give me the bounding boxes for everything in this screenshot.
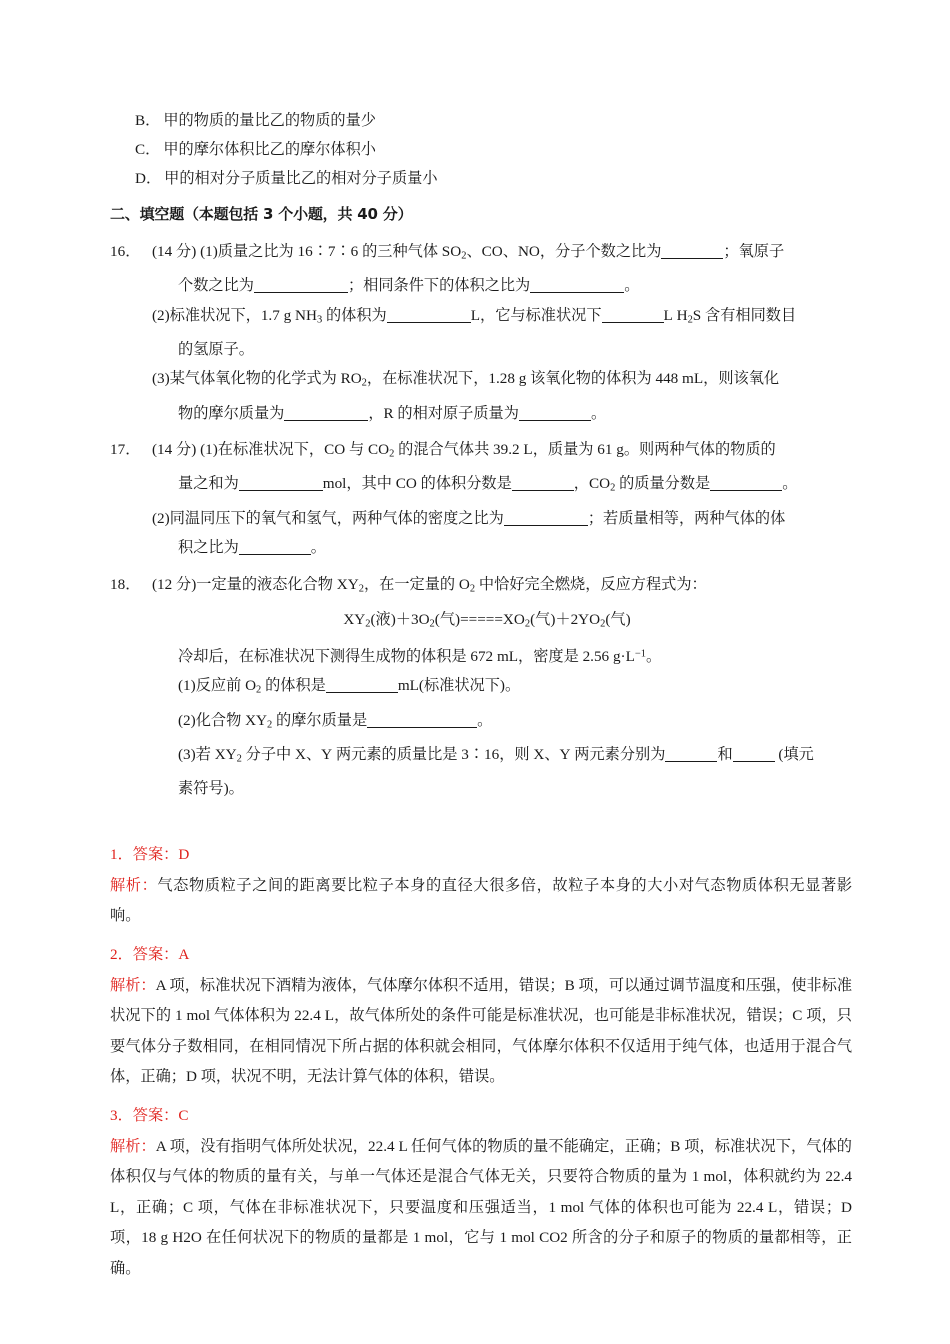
question-18-line-5: (3)若 $XY_2$ 分子中 X、Y 两元素的质量比是 3∶16，则 X、Y 两元素分别为 和 (填元	[178, 745, 814, 765]
blank-17-1c[interactable]	[710, 477, 782, 491]
blank-16-2a[interactable]	[387, 309, 471, 323]
question-16-line-2: 个数之比为 ；相同条件下的体积之比为 。	[178, 277, 640, 295]
question-16	[110, 237, 852, 428]
question-17	[110, 435, 852, 562]
blank-16-3b[interactable]	[519, 407, 591, 421]
answer-1-value: D	[178, 845, 190, 863]
choice-text-c: 甲的摩尔体积比乙的摩尔体积小	[163, 141, 376, 158]
blank-16-1b[interactable]	[254, 279, 348, 293]
blank-18-2[interactable]	[367, 714, 477, 728]
answer-1-heading	[110, 840, 852, 870]
answer-2-explanation-label: 解析：	[110, 976, 156, 994]
answers-section	[110, 840, 852, 1285]
question-18-equation: $XY_2$(液)$+3O_2$(气)$=====XO_2$(气)$+2YO_2$(气)	[343, 610, 631, 630]
blank-17-2b[interactable]	[239, 541, 311, 555]
question-17-line-4: 积之比为 。	[178, 539, 326, 557]
choice-letter-c: C．	[135, 141, 161, 158]
question-18	[110, 570, 852, 804]
answer-3-label: 答案：	[132, 1106, 179, 1124]
question-16-number: 16．	[110, 243, 141, 260]
choice-option-b	[110, 106, 852, 135]
choice-letter-b: B．	[135, 112, 161, 129]
blank-16-1a[interactable]	[661, 245, 723, 259]
blank-17-1b[interactable]	[512, 477, 574, 491]
blank-18-3a[interactable]	[665, 748, 717, 762]
answer-3-number: 3．	[110, 1106, 133, 1124]
question-18-line-3: (1)反应前 $O_2$ 的体积是 mL(标准状况下)。	[178, 677, 521, 697]
answer-1-explanation-label: 解析：	[110, 876, 158, 894]
question-17-line-3: (2)同温同压下的氧气和氢气，两种气体的密度之比为 ；若质量相等，两种气体的体	[152, 509, 786, 527]
answer-3-explanation-text: A 项，没有指明气体所处状况，22.4 L 任何气体的物质的量不能确定，正确；B 项，标准状况下，气体的体积仅与气体的物质的量有关，与单一气体还是混合气体无关，只要符合物质的量为 1 mol，体积就约为 22.4 L，正确；C 项，气体在非标准状况下，只要温度和压强适当，1 mol 气体的体积也可能为 22.4 L，错误；D 项，18 g H2O 在任何状况下的物质的量都是 1 mol，它与 1 mol CO2 所含的分子和原子的物质的量都相等，正确。	[110, 1137, 852, 1277]
answer-1-number: 1．	[110, 845, 133, 863]
choice-option-d	[110, 164, 852, 193]
blank-16-1c[interactable]	[530, 279, 624, 293]
answer-3-value: C	[178, 1106, 189, 1124]
question-17-line-2: 量之和为 mol，其中 CO 的体积分数是 ，$CO_2$ 的质量分数是 。	[178, 475, 798, 495]
question-16-line-5: (3)某气体氧化物的化学式为 $RO_2$，在标准状况下，1.28 g 该氧化物的体积为 448 mL，则该氧化	[152, 370, 780, 390]
answer-2-heading	[110, 940, 852, 970]
question-17-number: 17．	[110, 441, 141, 459]
question-16-line-1: (14 分) (1)质量之比为 16∶7∶6 的三种气体 $SO_2$、CO、NO，分子个数之比为 ；氧原子	[152, 243, 785, 262]
answer-2-explanation	[110, 971, 852, 1093]
choice-letter-d: D．	[135, 170, 162, 187]
answer-2-number: 2．	[110, 945, 133, 963]
question-16-line-6: 物的摩尔质量为 ，R 的相对原子质量为 。	[178, 404, 607, 422]
answer-1-label: 答案：	[132, 845, 179, 863]
blank-16-2b[interactable]	[602, 309, 664, 323]
blank-16-3a[interactable]	[284, 407, 368, 421]
choice-option-c	[110, 135, 852, 164]
choice-text-d: 甲的相对分子质量比乙的相对分子质量小	[164, 170, 438, 187]
blank-18-3b[interactable]	[733, 748, 775, 762]
answer-2-label: 答案：	[132, 945, 179, 963]
blank-17-2a[interactable]	[504, 512, 588, 526]
blank-18-1[interactable]	[326, 679, 398, 693]
page-content	[110, 106, 852, 1284]
question-16-line-4: 的氢原子。	[178, 340, 254, 358]
blank-17-1a[interactable]	[239, 477, 323, 491]
choice-text-b: 甲的物质的量比乙的物质的量少	[163, 112, 376, 129]
answer-3-explanation	[110, 1132, 852, 1285]
answer-2-value: A	[178, 945, 190, 963]
question-18-line-4: (2)化合物 $XY_2$ 的摩尔质量是 。	[178, 711, 493, 731]
answer-1-explanation	[110, 871, 852, 932]
question-18-line-6: 素符号)。	[178, 780, 244, 798]
question-18-line-2: 冷却后，在标准状况下测得生成物的体积是 672 mL，密度是 2.56 $g\cdot L^{-1}$。	[178, 647, 662, 665]
answer-2-explanation-text: A 项，标准状况下酒精为液体，气体摩尔体积不适用，错误；B 项，可以通过调节温度和压强，使非标准状况下的 1 mol 气体体积为 22.4 L，故气体所处的条件可能是标准状况，也可能是非标准状况，错误；C 项，只要气体分子数相同，在相同情况下所占据的体积就会相同，气体摩尔体积不仅适用于纯气体，也适用于混合气体，正确；D 项，状况不明，无法计算气体的体积，错误。	[110, 976, 853, 1086]
question-18-line-1: (12 分)一定量的液态化合物 $XY_2$，在一定量的 $O_2$ 中恰好完全燃烧，反应方程式为：	[152, 575, 707, 595]
answer-1-explanation-text: 气态物质粒子之间的距离要比粒子本身的直径大很多倍，故粒子本身的大小对气态物质体积无显著影响。	[110, 876, 853, 925]
question-18-number: 18．	[110, 575, 141, 593]
answer-3-explanation-label: 解析：	[110, 1137, 156, 1155]
question-17-line-1: (14 分) (1)在标准状况下，CO 与 $CO_2$ 的混合气体共 39.2 L，质量为 61 g。则两种气体的物质的	[152, 441, 776, 460]
answer-3-heading	[110, 1101, 852, 1131]
question-16-line-3: (2)标准状况下，1.7 g $NH_3$ 的体积为 L，它与标准状况下 L $H_2S$ 含有相同数目	[152, 306, 797, 326]
section-heading: 二、填空题（本题包括 3 个小题，共 40 分）	[110, 205, 413, 223]
